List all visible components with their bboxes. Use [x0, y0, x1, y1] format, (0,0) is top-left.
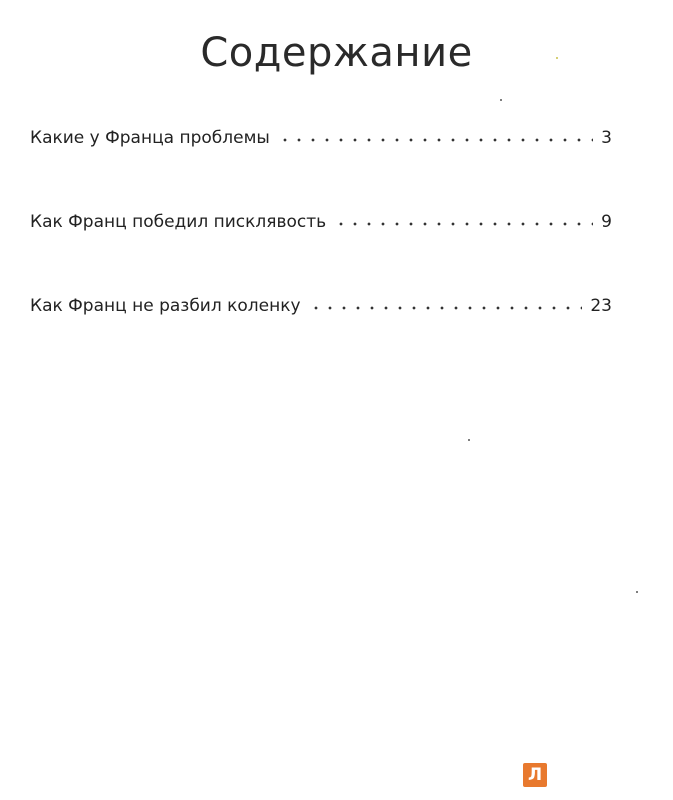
table-of-contents — [30, 128, 612, 380]
toc-entry — [30, 212, 612, 296]
toc-entry — [30, 296, 612, 380]
scan-speck — [468, 439, 470, 441]
toc-page-number: 9 — [601, 212, 612, 232]
scan-speck — [556, 57, 558, 59]
toc-entry-title: Как Франц победил писклявость — [30, 212, 327, 232]
scan-speck — [636, 591, 638, 593]
toc-entry-title: Как Франц не разбил коленку — [30, 296, 301, 316]
toc-page-number: 23 — [590, 296, 612, 316]
toc-entry — [30, 128, 612, 212]
publisher-logo-icon: Л — [523, 763, 547, 787]
scan-speck — [500, 99, 502, 101]
toc-entry-title: Какие у Франца проблемы — [30, 128, 270, 148]
toc-dot-leader — [334, 221, 593, 227]
toc-dot-leader — [278, 137, 593, 143]
toc-page-number: 3 — [601, 128, 612, 148]
toc-dot-leader — [309, 305, 583, 311]
page-title: Содержание — [200, 30, 473, 76]
